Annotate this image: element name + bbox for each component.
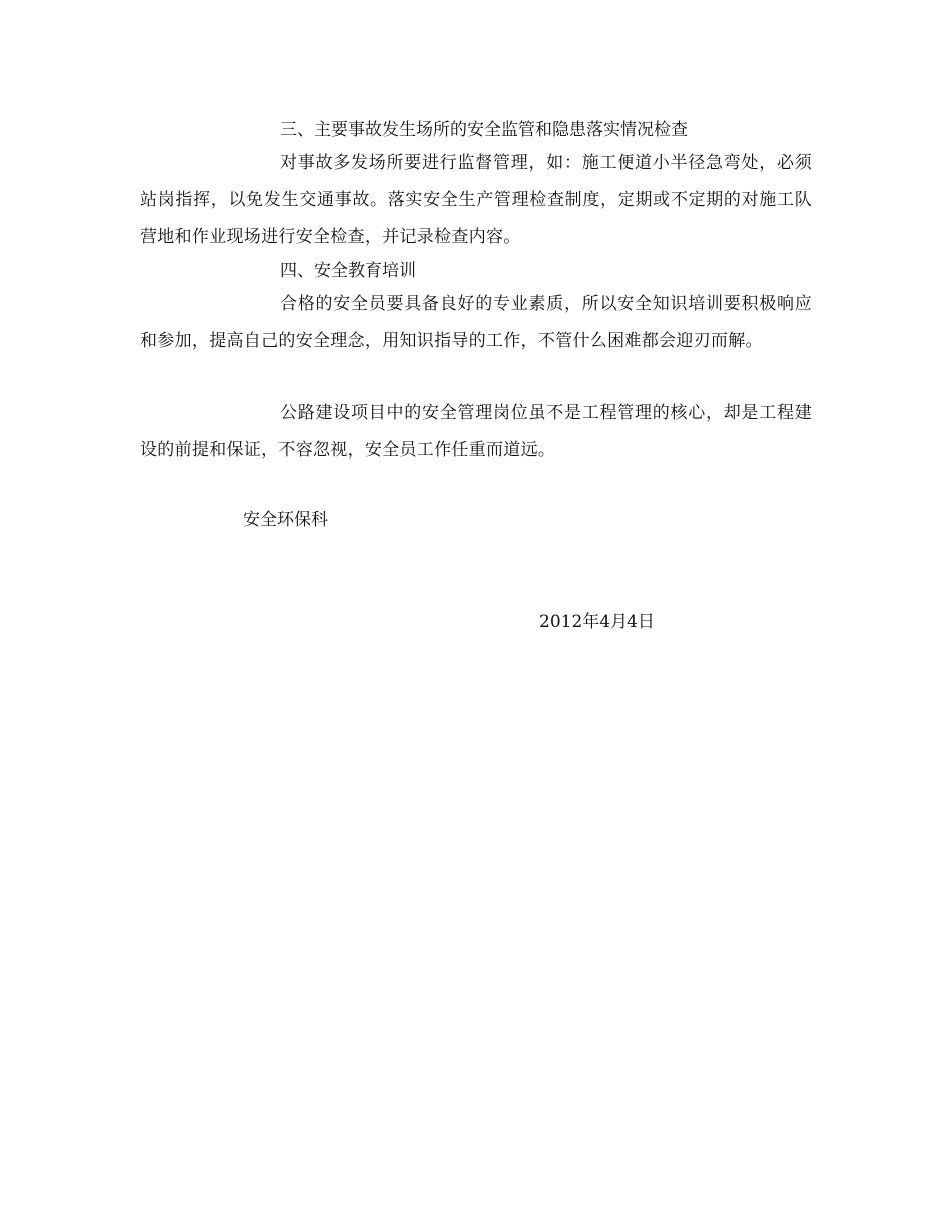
section-4-heading: 四、安全教育培训 <box>280 261 416 281</box>
section-3-paragraph: 对事故多发场所要进行监督管理，如：施工便道小半径急弯处，必须站岗指挥，以免发生交通事故。落实安全生产管理检查制度，定期或不定期的对施工队营地和作业现场进行安全检查，并记录检查内容。 <box>140 153 812 247</box>
conclusion-paragraph: 公路建设项目中的安全管理岗位虽不是工程管理的核心，却是工程建设的前提和保证，不容忽视，安全员工作任重而道远。 <box>140 403 812 460</box>
signature-date: 2012年4月4日 <box>539 612 655 632</box>
section-4-paragraph: 合格的安全员要具备良好的专业素质，所以安全知识培训要积极响应和参加，提高自己的安全理念，用知识指导的工作，不管什么困难都会迎刃而解。 <box>140 294 812 351</box>
section-3-heading: 三、主要事故发生场所的安全监管和隐患落实情况检查 <box>280 120 688 140</box>
signature-department: 安全环保科 <box>243 510 328 530</box>
